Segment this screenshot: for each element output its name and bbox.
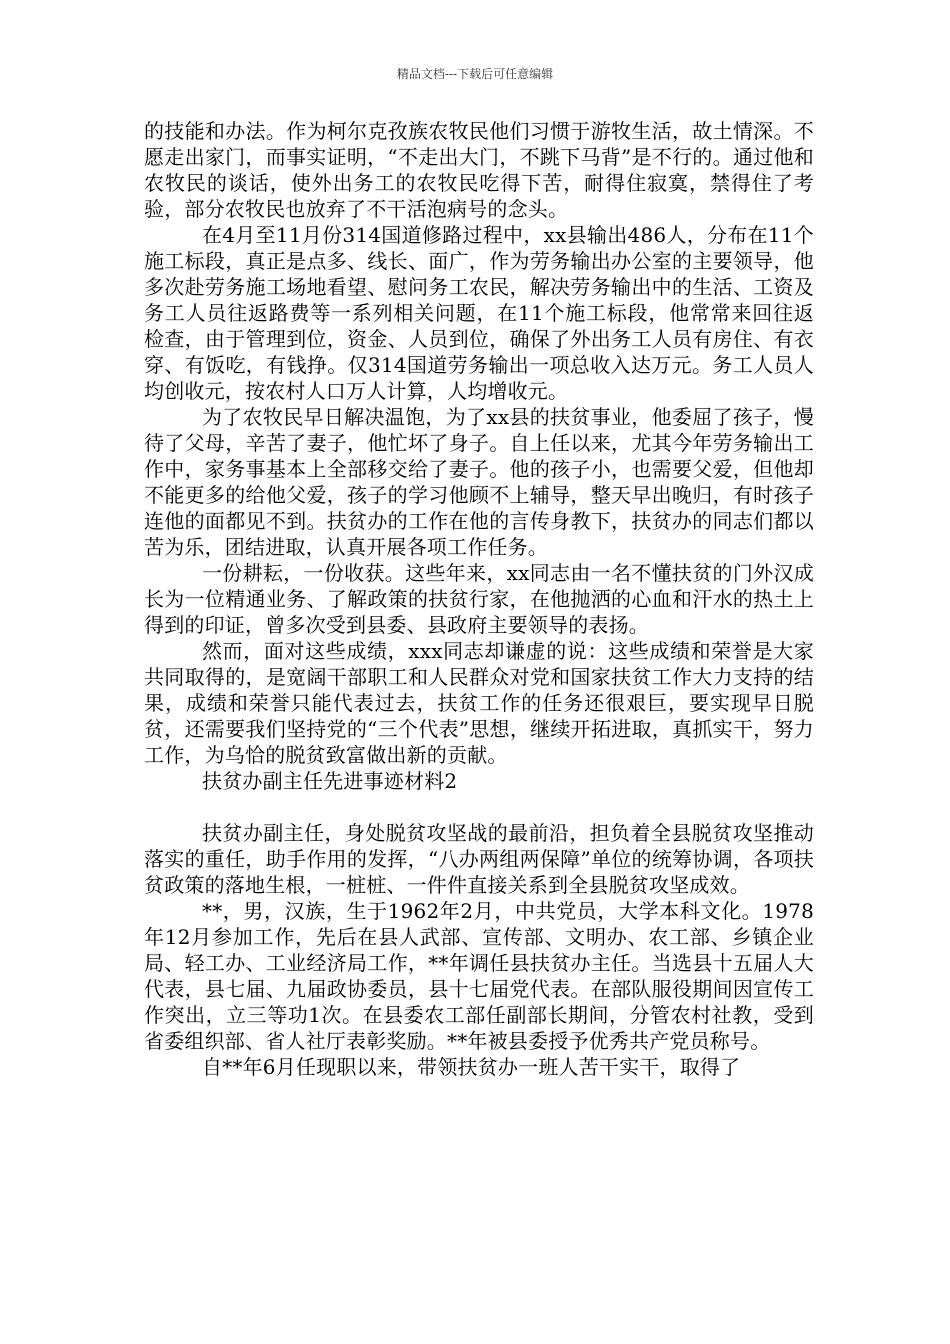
paragraph: 然而，面对这些成绩，xxx同志却谦虚的说：这些成绩和荣誉是大家共同取得的，是宽阔干部职工和人民群众对党和国家扶贫工作大力支持的结果，成绩和荣誉只能代表过去，扶贫工作的任务还很艰巨，要实现早日脱贫，还需要我们坚持党的“三个代表”思想，继续开拓进取，真抓实干，努力工作，为乌恰的脱贫致富做出新的贡献。	[144, 639, 814, 767]
section-title: 扶贫办副主任先进事迹材料2	[202, 769, 458, 793]
paragraph: **，男，汉族，生于1962年2月，中共党员，大学本科文化。1978年12月参加工作，先后在县人武部、宣传部、文明办、农工部、乡镇企业局、轻工办、工业经济局工作，**年调任县扶贫办主任。当选县十五届人大代表，县七届、九届政协委员，县十七届党代表。在部队服役期间因宣传工作突出，立三等功1次。在县委农工部任副部长期间，分管农村社教，受到省委组织部、省人社厅表彰奖励。**年被县委授予优秀共产党员称号。	[144, 899, 814, 1053]
paragraph: 一份耕耘，一份收获。这些年来，xx同志由一名不懂扶贫的门外汉成长为一位精通业务、了解政策的扶贫行家，在他抛洒的心血和汗水的热土上得到的印证，曾多次受到县委、县政府主要领导的表扬。	[144, 561, 814, 637]
page-header: 精品文档---下载后可任意编辑	[396, 67, 554, 81]
paragraph: 自**年6月任现职以来，带领扶贫办一班人苦干实干，取得了	[202, 1055, 741, 1079]
paragraph: 为了农牧民早日解决温饱，为了xx县的扶贫事业，他委屈了孩子，慢待了父母，辛苦了妻子，他忙坏了身子。自上任以来，尤其今年劳务输出工作中，家务事基本上全部移交给了妻子。他的孩子小，也需要父爱，但他却不能更多的给他父爱，孩子的学习他顾不上辅导，整天早出晚归，有时孩子连他的面都见不到。扶贫办的工作在他的言传身教下，扶贫办的同志们都以苦为乐，团结进取，认真开展各项工作任务。	[144, 405, 814, 559]
document-body	[144, 118, 814, 1080]
paragraph: 扶贫办副主任，身处脱贫攻坚战的最前沿，担负着全县脱贫攻坚推动落实的重任，助手作用的发挥，“八办两组两保障”单位的统筹协调，各项扶贫政策的落地生根，一桩桩、一件件直接关系到全县脱贫攻坚成效。	[144, 821, 814, 897]
paragraph: 在4月至11月份314国道修路过程中，xx县输出486人，分布在11个施工标段，真正是点多、线长、面广，作为劳务输出办公室的主要领导，他多次赴劳务施工场地看望、慰问务工农民，解决劳务输出中的生活、工资及务工人员往返路费等一系列相关问题，在11个施工标段，他常常来回往返检查，由于管理到位，资金、人员到位，确保了外出务工人员有房住、有衣穿、有饭吃，有钱挣。仅314国道劳务输出一项总收入达万元。务工人员人均创收元，按农村人口万人计算，人均增收元。	[144, 223, 814, 403]
paragraph: 的技能和办法。作为柯尔克孜族农牧民他们习惯于游牧生活，故土情深。不愿走出家门，而事实证明，“不走出大门，不跳下马背”是不行的。通过他和农牧民的谈话，使外出务工的农牧民吃得下苦，耐得住寂寞，禁得住了考验，部分农牧民也放弃了不干活泡病号的念头。	[144, 119, 814, 221]
